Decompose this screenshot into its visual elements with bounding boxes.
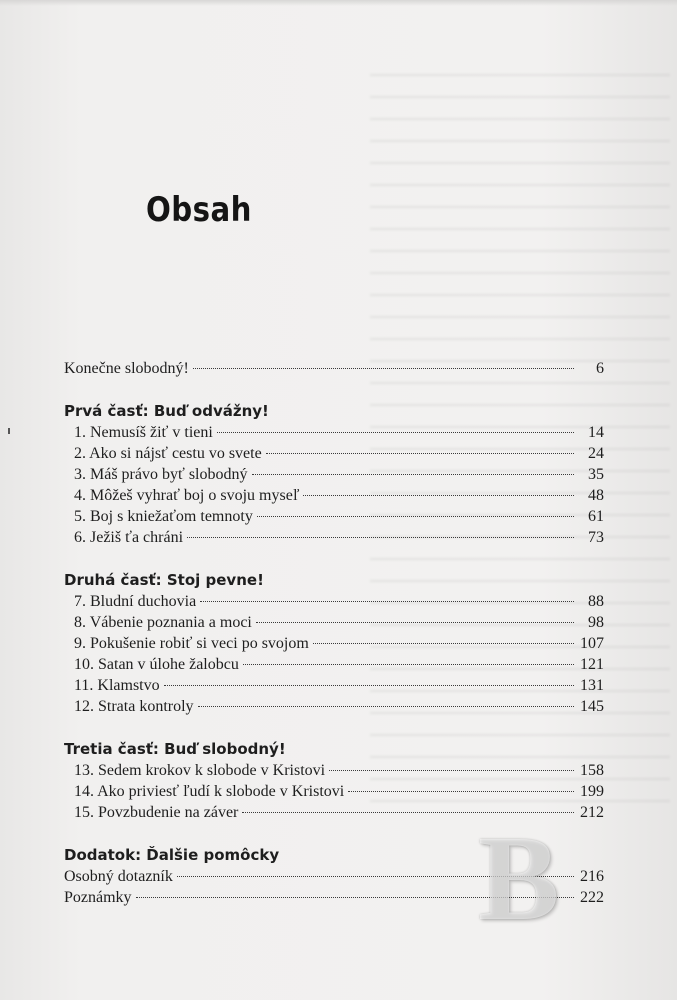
- part-1-heading: Prvá časť: Buď odvážny!: [64, 402, 269, 420]
- toc-entry-label: 8. Vábenie poznania a moci: [74, 614, 252, 631]
- toc-entry-label: 2. Ako si nájsť cestu vo svete: [74, 445, 262, 462]
- dot-leader: [303, 495, 574, 496]
- toc-entry[interactable]: [64, 485, 604, 506]
- dot-leader: [313, 643, 574, 644]
- toc-page-number: 98: [588, 614, 604, 631]
- dot-leader: [348, 791, 574, 792]
- toc-page-number: 48: [588, 487, 604, 504]
- toc-entry-label: 13. Sedem krokov k slobode v Kristovi: [74, 762, 326, 779]
- toc-entry[interactable]: [64, 675, 604, 696]
- toc-entry-label: 3. Máš právo byť slobodný: [74, 466, 248, 483]
- toc-entry[interactable]: [64, 760, 604, 781]
- toc-page-number: 35: [588, 466, 604, 483]
- dot-leader: [217, 432, 574, 433]
- toc-page-number: 222: [580, 889, 604, 906]
- toc-page-number: 212: [580, 804, 604, 821]
- toc-page-number: 73: [588, 529, 604, 546]
- toc-entry[interactable]: [64, 422, 604, 443]
- toc-page-number: 216: [580, 868, 604, 885]
- part-3-heading: Tretia časť: Buď slobodný!: [64, 740, 286, 758]
- dot-leader: [243, 664, 574, 665]
- toc-entry-label: 10. Satan v úlohe žalobcu: [74, 656, 239, 673]
- dot-leader: [164, 685, 574, 686]
- toc-page-number: 6: [596, 360, 604, 377]
- toc-entry-label: 12. Strata kontroly: [74, 698, 194, 715]
- toc-entry-label: 6. Ježiš ťa chráni: [74, 529, 184, 546]
- page-top-shadow: [0, 0, 677, 6]
- toc-page-number: 24: [588, 445, 604, 462]
- toc-entry[interactable]: [64, 527, 604, 548]
- dot-leader: [257, 516, 574, 517]
- toc-entry-intro[interactable]: [64, 358, 604, 379]
- toc-entry[interactable]: [64, 443, 604, 464]
- toc-entry-label: 14. Ako priviesť ľudí k slobode v Kristovi: [74, 783, 345, 800]
- toc-entry[interactable]: [64, 633, 604, 654]
- toc-entry[interactable]: [64, 654, 604, 675]
- toc-entry-label: 7. Bludní duchovia: [74, 593, 197, 610]
- page-title: Obsah: [146, 190, 252, 230]
- dot-leader: [187, 537, 574, 538]
- dot-leader: [329, 770, 574, 771]
- toc-entry-label: Konečne slobodný!: [64, 360, 189, 377]
- dot-leader: [256, 622, 574, 623]
- watermark-logo: B: [478, 811, 560, 946]
- dot-leader: [198, 706, 574, 707]
- dot-leader: [200, 601, 574, 602]
- toc-entry-label: 15. Povzbudenie na záver: [74, 804, 239, 821]
- margin-mark: [8, 428, 10, 434]
- toc-entry[interactable]: [64, 591, 604, 612]
- toc-entry[interactable]: [64, 612, 604, 633]
- toc-page-number: 61: [588, 508, 604, 525]
- toc-entry-label: 5. Boj s kniežaťom temnoty: [74, 508, 253, 525]
- toc-page-number: 107: [580, 635, 604, 652]
- part-2-heading: Druhá časť: Stoj pevne!: [64, 571, 264, 589]
- toc-entry[interactable]: [64, 781, 604, 802]
- dot-leader: [266, 453, 574, 454]
- toc-page-number: 199: [580, 783, 604, 800]
- toc-entry-label: Osobný dotazník: [64, 868, 173, 885]
- toc-page-number: 145: [580, 698, 604, 715]
- toc-page-number: 121: [580, 656, 604, 673]
- toc-page-number: 88: [588, 593, 604, 610]
- dot-leader: [193, 368, 574, 369]
- dot-leader: [252, 474, 575, 475]
- toc-entry-label: 9. Pokušenie robiť si veci po svojom: [74, 635, 309, 652]
- toc-entry[interactable]: [64, 696, 604, 717]
- toc-entry[interactable]: [64, 464, 604, 485]
- toc-page-number: 131: [580, 677, 604, 694]
- toc-entry-label: 11. Klamstvo: [74, 677, 160, 694]
- toc-entry-label: 1. Nemusíš žiť v tieni: [74, 424, 213, 441]
- appendix-heading: Dodatok: Ďalšie pomôcky: [64, 846, 280, 864]
- toc-entry-label: Poznámky: [64, 889, 132, 906]
- toc-entry-label: 4. Môžeš vyhrať boj o svoju myseľ: [74, 487, 300, 504]
- toc-entry[interactable]: [64, 506, 604, 527]
- toc-page-number: 158: [580, 762, 604, 779]
- toc-page-number: 14: [588, 424, 604, 441]
